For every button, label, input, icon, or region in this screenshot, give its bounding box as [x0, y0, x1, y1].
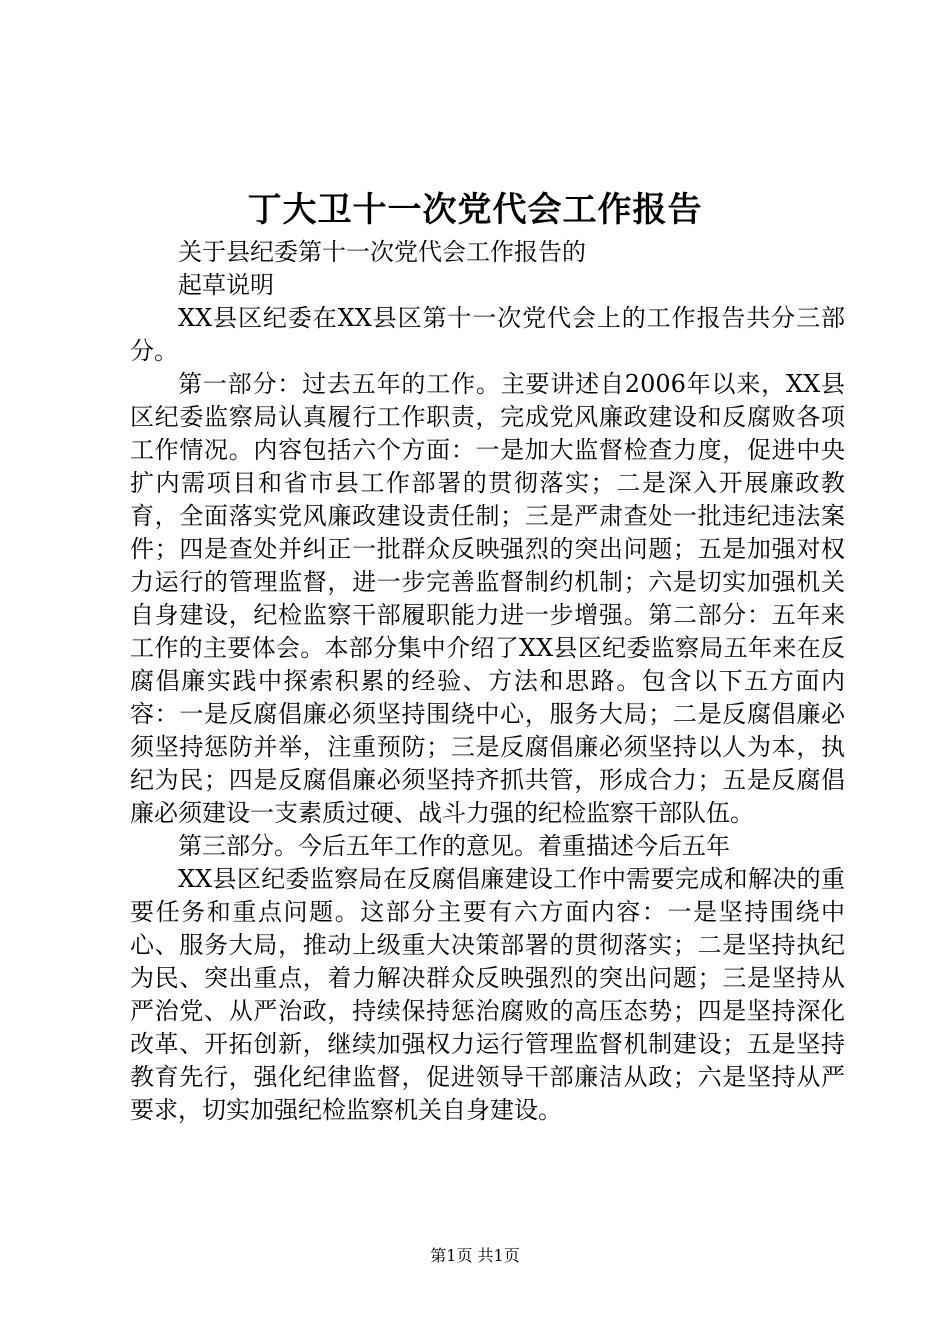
paragraph-heading-line-1: 关于县纪委第十一次党代会工作报告的: [178, 238, 586, 266]
paragraph-part-one-two: 第一部分：过去五年的工作。主要讲述自2006年以来，XX县区纪委监察局认真履行工作职责，完成党风廉政建设和反腐败各项工作情况。内容包括六个方面：一是加大监督检查力度，促进中央扩内需项目和省市县工作部署的贯彻落实；二是深入开展廉政教育，全面落实党风廉政建设责任制；三是严肃查处一批违纪违法案件；四是查处并纠正一批群众反映强烈的突出问题；五是加强对权力运行的管理监督，进一步完善监督制约机制；六是切实加强机关自身建设，纪检监察干部履职能力进一步增强。第二部分：五年来工作的主要体会。本部分集中介绍了XX县区纪委监察局五年来在反腐倡廉实践中探索积累的经验、方法和思路。包含以下五方面内容：一是反腐倡廉必须坚持围绕中心，服务大局；二是反腐倡廉必须坚持惩防并举，注重预防；三是反腐倡廉必须坚持以人为本，执纪为民；四是反腐倡廉必须坚持齐抓共管，形成合力；五是反腐倡廉必须建设一支素质过硬、战斗力强的纪检监察干部队伍。: [130, 370, 845, 827]
paragraph-heading-line-2: 起草说明: [178, 271, 274, 299]
paragraph-intro: XX县区纪委在XX县区第十一次党代会上的工作报告共分三部分。: [130, 304, 845, 365]
document-body: [130, 236, 845, 1127]
page-footer: 第1页 共1页: [430, 1246, 520, 1265]
paragraph-part-three-heading: 第三部分。今后五年工作的意见。着重描述今后五年: [178, 832, 730, 860]
document-title: 丁大卫十一次党代会工作报告: [247, 190, 703, 230]
paragraph-part-three-body: XX县区纪委监察局在反腐倡廉建设工作中需要完成和解决的重要任务和重点问题。这部分主要有六方面内容：一是坚持围绕中心、服务大局，推动上级重大决策部署的贯彻落实；二是坚持执纪为民、突出重点，着力解决群众反映强烈的突出问题；三是坚持从严治党、从严治政，持续保持惩治腐败的高压态势；四是坚持深化改革、开拓创新，继续加强权力运行管理监督机制建设；五是坚持教育先行，强化纪律监督，促进领导干部廉洁从政；六是坚持从严要求，切实加强纪检监察机关自身建设。: [130, 865, 845, 1124]
